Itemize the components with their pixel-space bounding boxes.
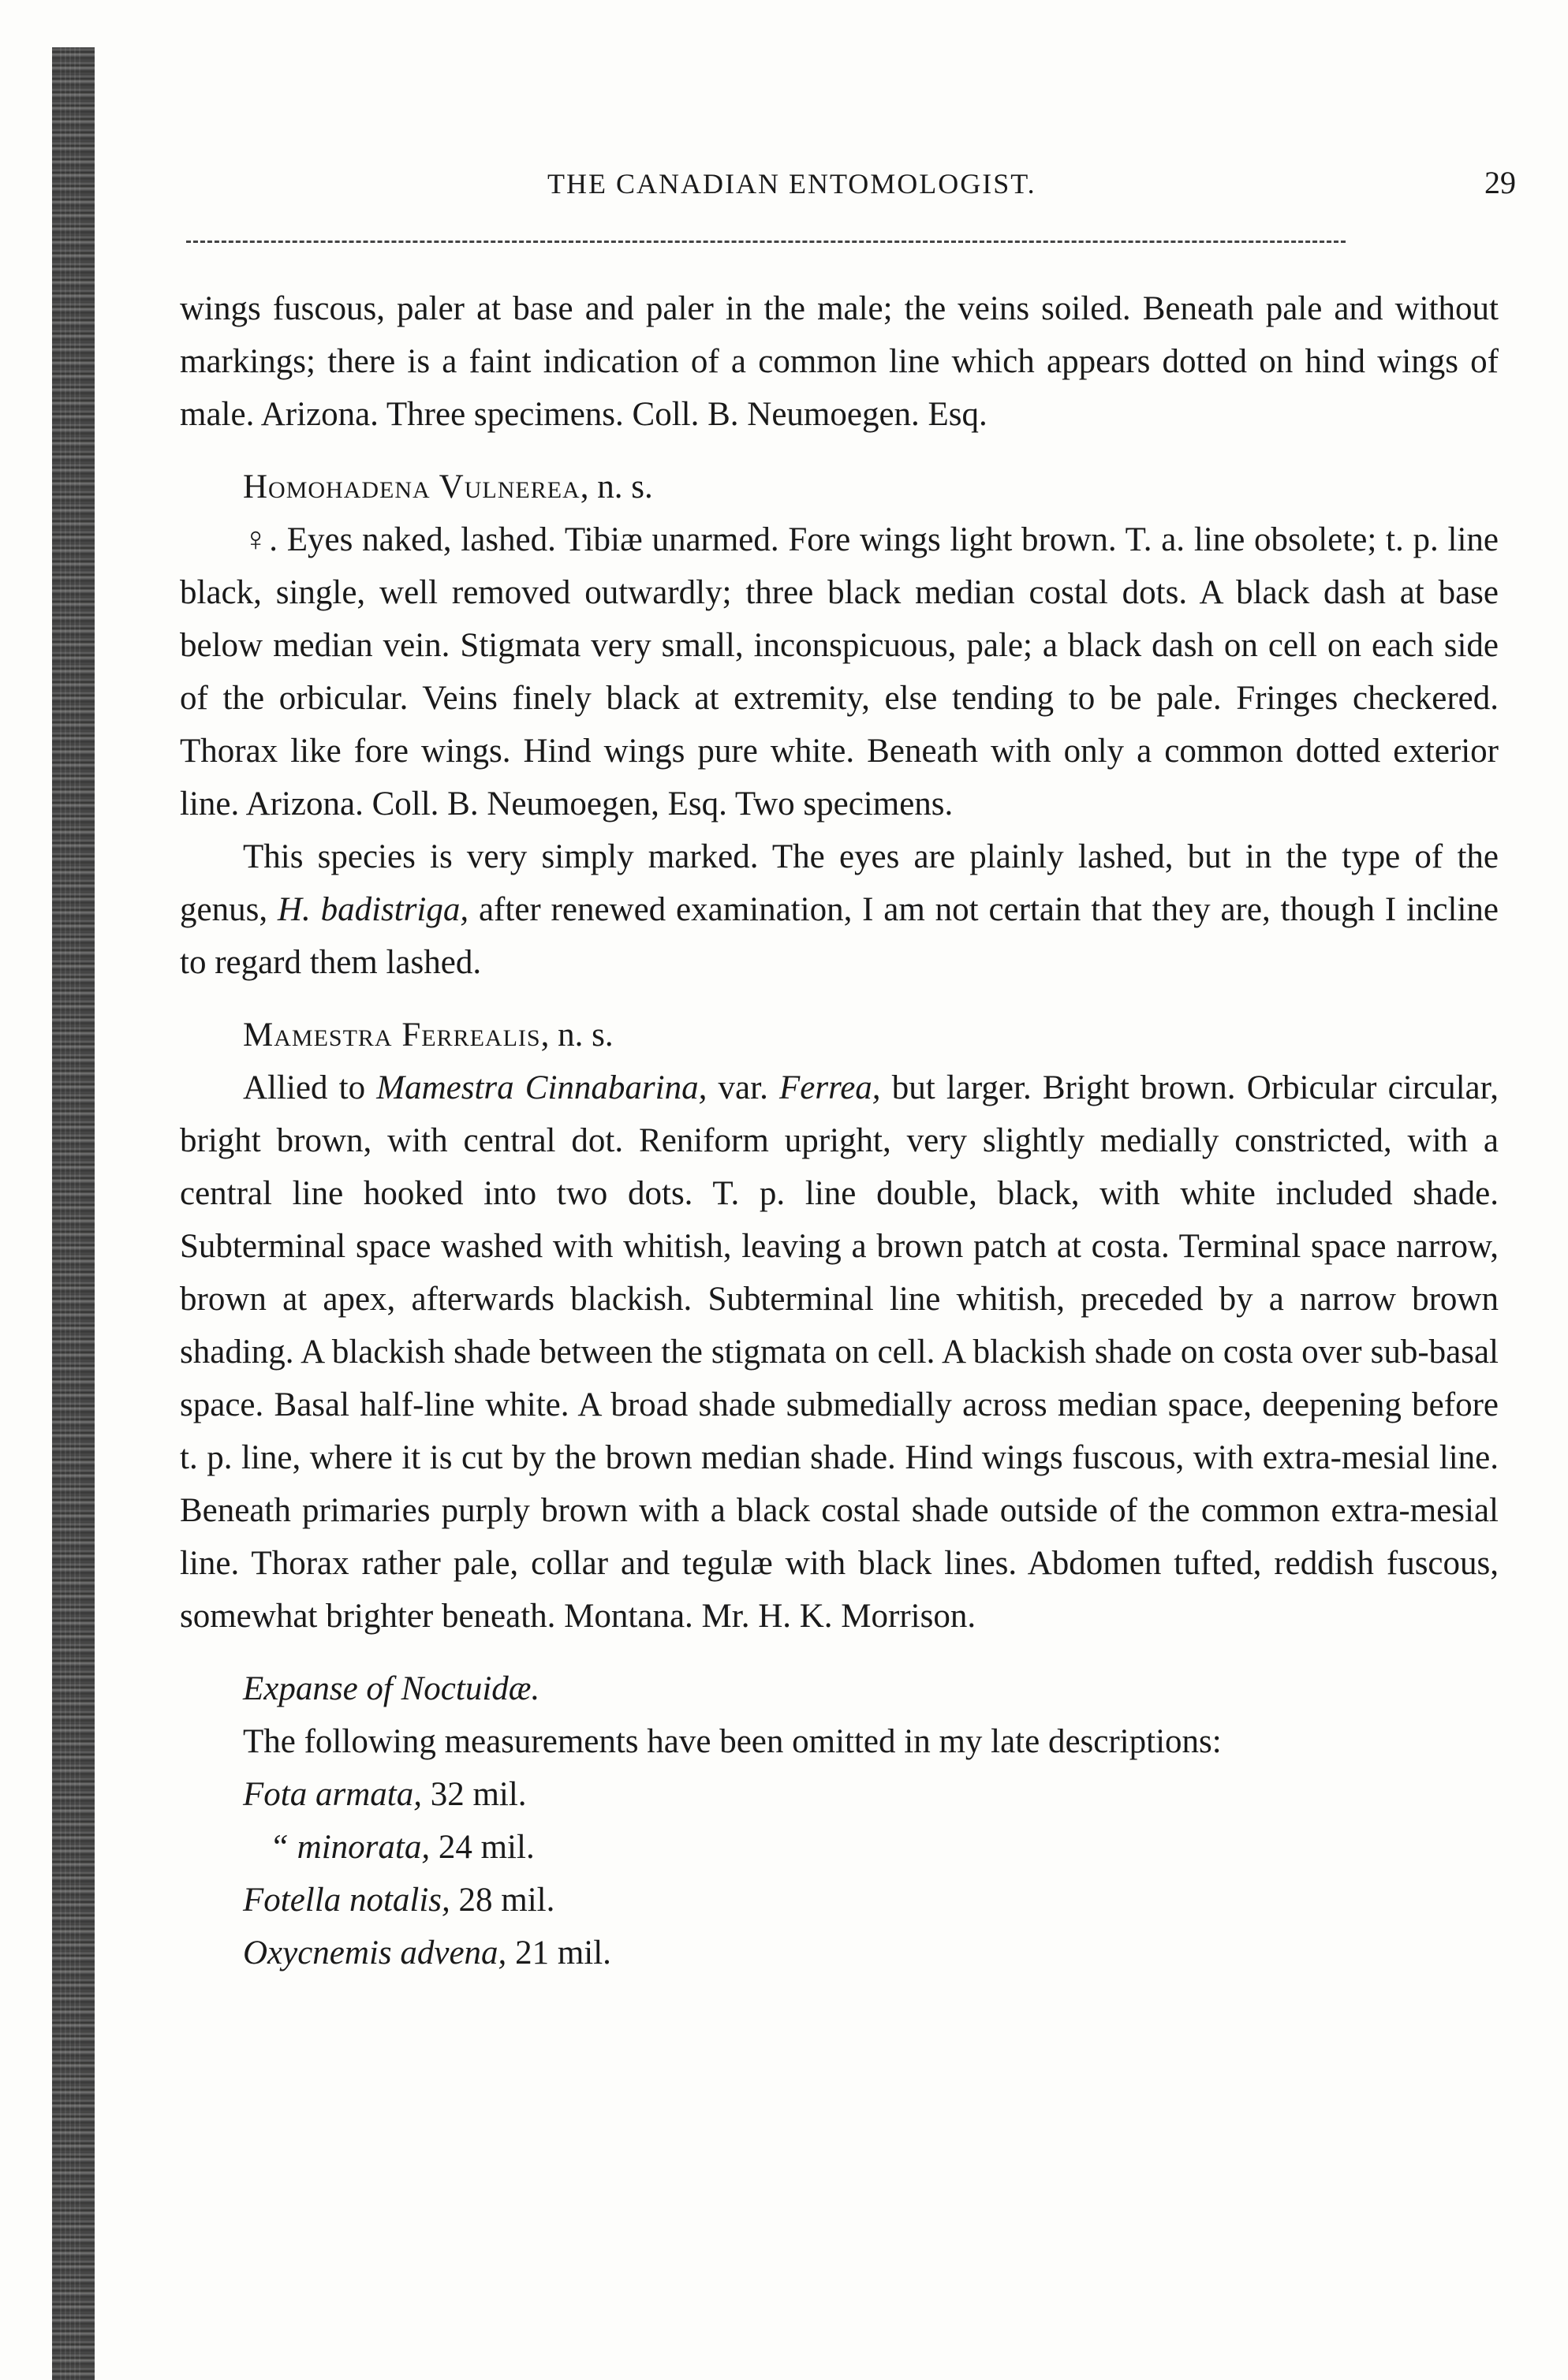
desc-text-c: var. <box>707 1069 779 1106</box>
paragraph-homohadena-note <box>180 830 1499 989</box>
desc-italic-ferrea: Ferrea, <box>779 1069 881 1106</box>
desc-text-a: Allied to <box>243 1069 377 1106</box>
note-species-italic: H. badistriga, <box>277 891 469 928</box>
spacer <box>180 989 1499 1009</box>
measurement-value: 24 mil. <box>430 1829 535 1866</box>
desc-text-e: but larger. Bright brown. Orbicular circular, bright brown, with central dot. Reniform upright, very slightly medially constricted, with a central line hooked into two dots. T. p. line double, black, with white included shade. Subterminal space washed with whitish, leaving a brown patch at costa. Terminal space narrow, brown at apex, afterwards blackish. Subterminal line whitish, preceded by a narrow brown shading. A blackish shade between the stigmata on cell. A blackish shade on costa over sub-basal space. Basal half-line white. A broad shade submedially across median space, deepening before t. p. line, where it is cut by the brown median shade. Hind wings fuscous, with extra-mesial line. Beneath primaries purply brown with a black costal shade outside of the common extra-mesial line. Thorax rather pale, collar and tegulæ with black lines. Abdomen tufted, reddish fuscous, somewhat brighter beneath. Montana. Mr. H. K. Morrison. <box>180 1069 1499 1635</box>
paragraph-homohadena-description: ♀. Eyes naked, lashed. Tibiæ unarmed. Fore wings light brown. T. a. line obsolete; t. p. line black, single, well removed outwardly; three black median costal dots. A black dash at base below median vein. Stigmata very small, inconspicuous, pale; a black dash on cell on each side of the orbicular. Veins finely black at extremity, else tending to be pale. Fringes checkered. Thorax like fore wings. Hind wings pure white. Beneath with only a common dotted exterior line. Arizona. Coll. B. Neumoegen, Esq. Two specimens. <box>180 521 1499 823</box>
spacer <box>180 441 1499 461</box>
desc-italic-cinnabarina: Mamestra Cinnabarina, <box>376 1069 707 1106</box>
measurement-species: Fotella notalis, <box>243 1882 450 1919</box>
note-text-b: after renewed examination, I am not certain that they are, though I incline to regard them lashed. <box>180 891 1499 981</box>
running-title: THE CANADIAN ENTOMOLOGIST. <box>547 168 1036 200</box>
measurement-value: 21 mil. <box>506 1934 611 1972</box>
measurement-line <box>243 1821 1499 1874</box>
species-heading-homohadena <box>180 461 1499 513</box>
binding-edge <box>52 47 95 2380</box>
measurement-line <box>243 1927 1499 1979</box>
measurement-species: Fota armata, <box>243 1776 422 1813</box>
measurement-line <box>243 1768 1499 1821</box>
page-body <box>180 282 1499 1979</box>
species-name: Homohadena Vulnerea <box>243 468 581 505</box>
page-number: 29 <box>1484 165 1516 200</box>
header-rule <box>186 241 1346 243</box>
expanse-heading: Expanse of Noctuidæ. <box>243 1670 540 1707</box>
paragraph-mamestra-description <box>180 1061 1499 1643</box>
measurement-value: 28 mil. <box>450 1882 555 1919</box>
measurement-line <box>243 1874 1499 1927</box>
species-ns: , n. s. <box>580 468 653 505</box>
page-header <box>186 161 1516 208</box>
species-ns: , n. s. <box>540 1017 614 1054</box>
species-heading-mamestra <box>180 1009 1499 1061</box>
paragraph-measurements-intro: The following measurements have been omitted in my late descriptions: <box>243 1723 1222 1760</box>
paragraph-continuation: wings fuscous, paler at base and paler in the male; the veins soiled. Beneath pale and without markings; there is a faint indication of a common line which appears dotted on hind wings of male. Arizona. Three specimens. Coll. B. Neumoegen. Esq. <box>180 290 1499 433</box>
measurement-value: 32 mil. <box>421 1776 527 1813</box>
species-name: Mamestra Ferrealis <box>243 1017 541 1054</box>
measurement-species: “ minorata, <box>270 1829 431 1866</box>
measurement-species: Oxycnemis advena, <box>243 1934 507 1972</box>
spacer <box>180 1643 1499 1662</box>
note-text-a: This species is very simply marked. The eyes are plainly lashed, but in the type of the genus, <box>180 838 1499 928</box>
